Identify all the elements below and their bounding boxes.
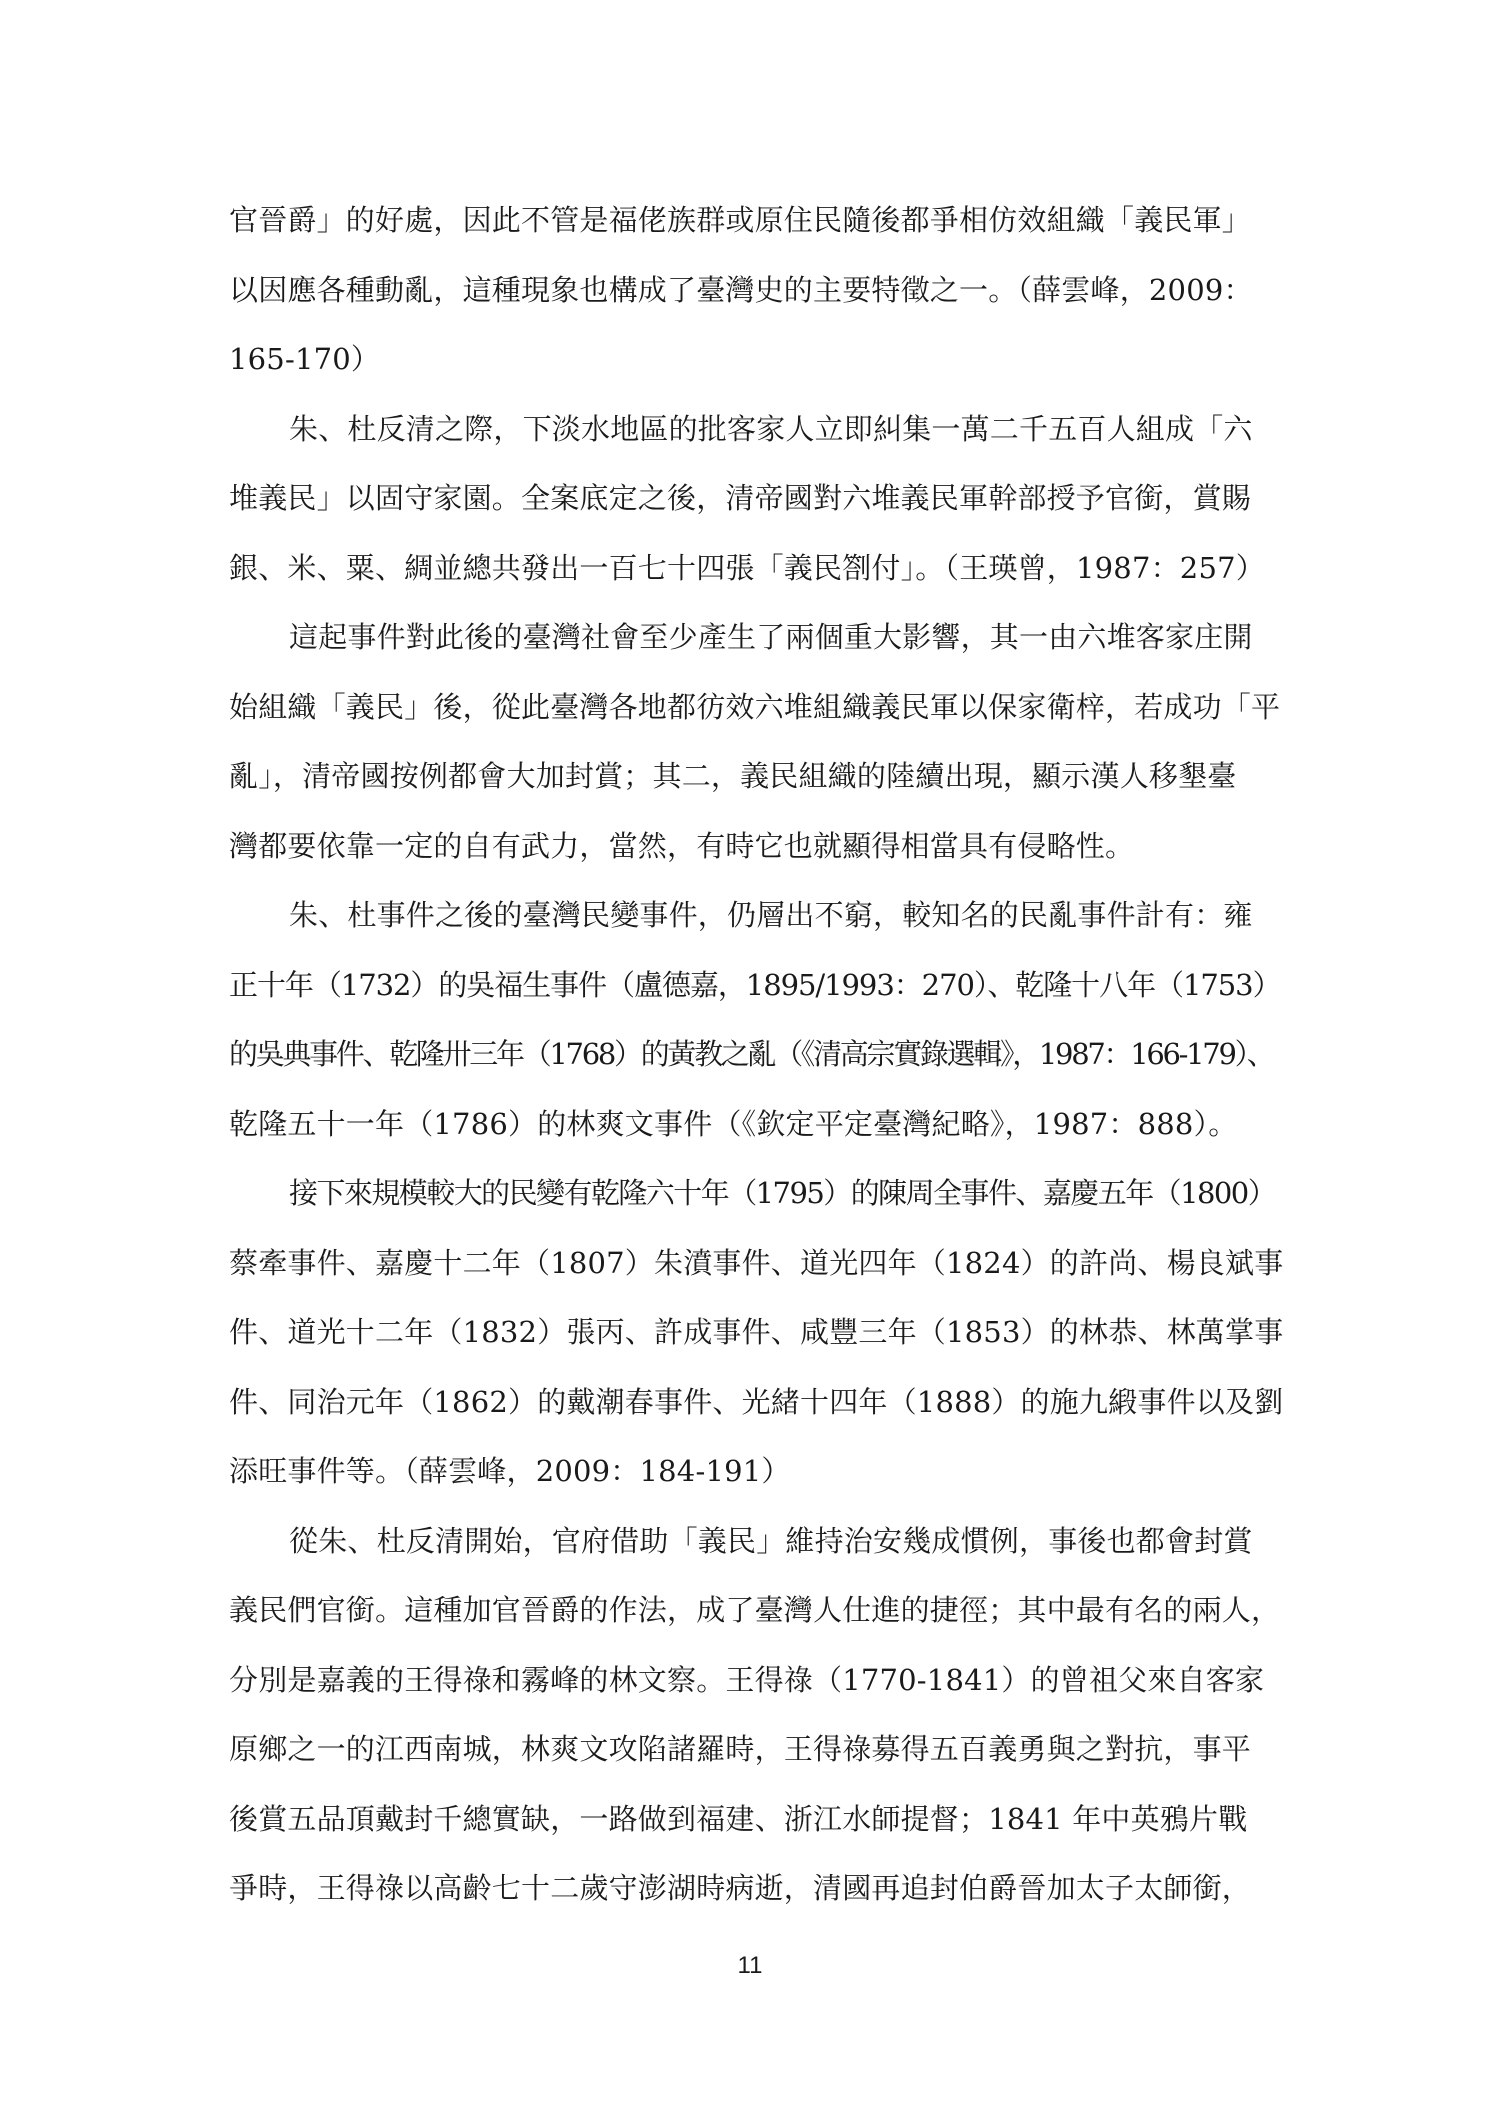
text-line: 朱、杜事件之後的臺灣民變事件，仍層出不窮，較知名的民亂事件計有：雍 [289, 898, 1253, 932]
text-line: 蔡牽事件、嘉慶十二年（1807）朱濆事件、道光四年（1824）的許尚、楊良斌事 [229, 1245, 1284, 1280]
text-line: 朱、杜反清之際，下淡水地區的批客家人立即糾集一萬二千五百人組成「六 [289, 411, 1253, 446]
body-text [229, 186, 1284, 1924]
text-line: 分別是嘉義的王得祿和霧峰的林文察。王得祿（1770-1841）的曾祖父來自客家 [229, 1662, 1265, 1697]
text-line: 從朱、杜反清開始，官府借助「義民」維持治安幾成慣例，事後也都會封賞 [289, 1523, 1253, 1558]
text-line: 堆義民」以固守家園。全案底定之後，清帝國對六堆義民軍幹部授予官銜，賞賜 [229, 481, 1252, 515]
text-line: 的吳典事件、乾隆卅三年（1768）的黃教之亂（《清高宗實錄選輯》，1987：166-179）、 [229, 1037, 1274, 1071]
text-line: 件、同治元年（1862）的戴潮春事件、光緒十四年（1888）的施九緞事件以及劉 [229, 1384, 1284, 1419]
text-line: 後賞五品頂戴封千總實缺，一路做到福建、浙江水師提督；1841 年中英鴉片戰 [229, 1801, 1248, 1836]
text-line: 乾隆五十一年（1786）的林爽文事件（《欽定平定臺灣紀略》，1987：888）。 [229, 1106, 1238, 1141]
text-line: 始組織「義民」後，從此臺灣各地都彷效六堆組織義民軍以保家衛梓，若成功「平 [229, 689, 1281, 724]
text-line: 件、道光十二年（1832）張丙、許成事件、咸豐三年（1853）的林恭、林萬掌事 [229, 1315, 1284, 1349]
text-line: 銀、米、粟、綢並總共發出一百七十四張「義民劄付」。（王瑛曾，1987：257） [229, 550, 1265, 585]
text-line: 以因應各種動亂，這種現象也構成了臺灣史的主要特徵之一。（薛雲峰，2009： [229, 272, 1253, 307]
text-line: 接下來規模較大的民變有乾隆六十年（1795）的陳周全事件、嘉慶五年（1800） [289, 1176, 1276, 1210]
text-line: 官晉爵」的好處，因此不管是福佬族群或原住民隨後都爭相仿效組織「義民軍」 [229, 203, 1252, 237]
text-line: 添旺事件等。（薛雲峰，2009：184-191） [229, 1454, 791, 1488]
text-line: 這起事件對此後的臺灣社會至少產生了兩個重大影響，其一由六堆客家庄開 [289, 620, 1253, 654]
text-line: 義民們官銜。這種加官晉爵的作法，成了臺灣人仕進的捷徑；其中最有名的兩人， [229, 1593, 1281, 1627]
text-line: 165-170） [229, 342, 381, 376]
text-line: 亂」，清帝國按例都會大加封賞；其二，義民組織的陸續出現，顯示漢人移墾臺 [229, 759, 1237, 793]
text-line: 灣都要依靠一定的自有武力，當然，有時它也就顯得相當具有侵略性。 [229, 828, 1135, 863]
text-line: 原鄉之一的江西南城，林爽文攻陷諸羅時，王得祿募得五百義勇與之對抗，事平 [229, 1732, 1252, 1766]
page-number: 11 [737, 1952, 763, 1979]
text-line: 爭時，王得祿以高齡七十二歲守澎湖時病逝，清國再追封伯爵晉加太子太師銜， [229, 1871, 1252, 1905]
text-line: 正十年（1732）的吳福生事件（盧德嘉，1895/1993：270）、乾隆十八年（1753） [229, 967, 1281, 1002]
